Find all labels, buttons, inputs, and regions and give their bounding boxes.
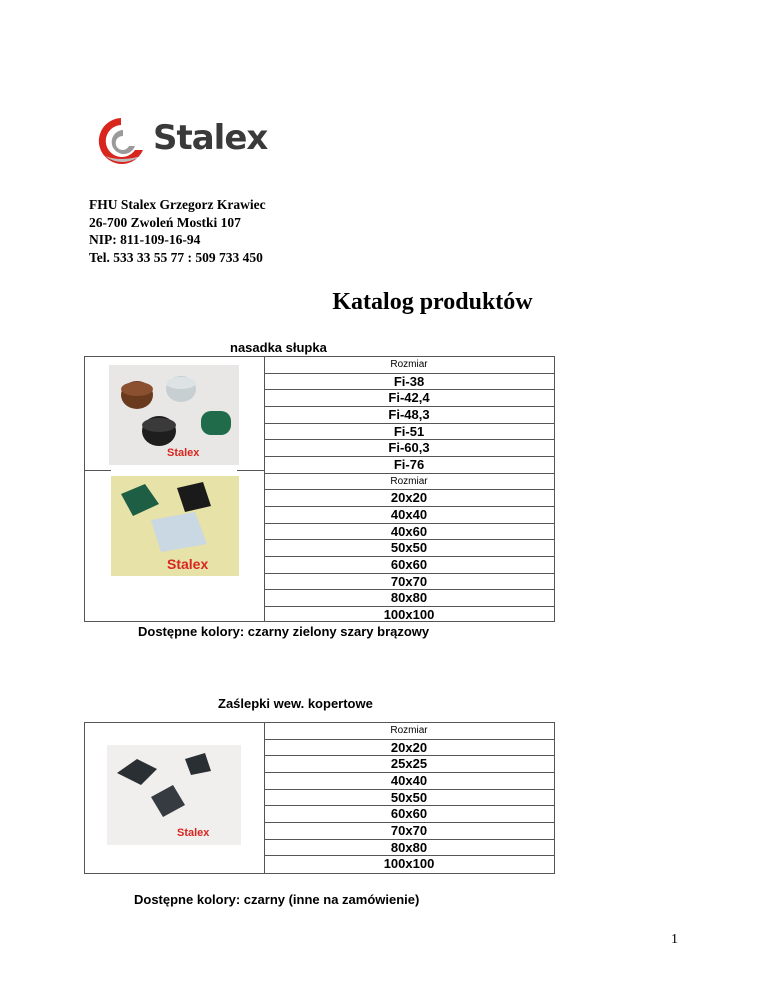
size-row: 100x100 (383, 856, 435, 872)
section-title-post-cap: nasadka słupka (230, 340, 327, 355)
size-row: Fi-76 (264, 457, 554, 474)
size-row: 40x40 (264, 773, 554, 790)
size-row: 70x70 (264, 823, 554, 840)
catalog-title-text: Katalog produktów (332, 289, 533, 315)
size-row: Fi-42,4 (264, 390, 554, 407)
size-row: Fi-51 (264, 424, 554, 441)
photo-watermark: Stalex (167, 447, 200, 459)
company-phone: Tel. 533 33 55 77 : 509 733 450 (89, 249, 263, 265)
size-header: Rozmiar (264, 474, 554, 491)
photo-watermark: Stalex (177, 827, 210, 839)
company-address: 26-700 Zwoleń Mostki 107 (89, 214, 241, 230)
size-row: Fi-48,3 (264, 407, 554, 424)
photo-watermark: Stalex (167, 556, 209, 572)
size-row: 80x80 (264, 590, 554, 607)
size-row: 100x100 (383, 606, 435, 622)
size-row: 60x60 (264, 557, 554, 574)
size-row: 60x60 (264, 806, 554, 823)
inner-caps-colors: Dostępne kolory: czarny (inne na zamówienie) (134, 892, 420, 907)
size-row: 20x20 (264, 740, 554, 757)
size-row: 40x60 (264, 524, 554, 541)
company-nip: NIP: 811-109-16-94 (89, 232, 201, 247)
size-row: 50x50 (264, 790, 554, 807)
post-cap-table (84, 356, 555, 622)
stalex-logo (91, 112, 271, 170)
size-row: 20x20 (264, 490, 554, 507)
inner-caps-image-cell (85, 723, 265, 873)
size-row: 40x40 (264, 507, 554, 524)
post-cap-image-cell (85, 357, 265, 621)
inner-caps-table (84, 722, 555, 874)
size-row: 70x70 (264, 574, 554, 591)
post-cap-photo-square (111, 476, 239, 576)
logo-swirl-icon (91, 112, 151, 170)
size-header: Rozmiar (264, 357, 554, 374)
page-number: 1 (671, 932, 678, 947)
size-row: 25x25 (264, 756, 554, 773)
size-row: Fi-38 (264, 374, 554, 391)
size-row: 80x80 (264, 840, 554, 857)
catalog-title (0, 289, 639, 316)
post-cap-photo-round (109, 365, 239, 465)
post-cap-colors: Dostępne kolory: czarny zielony szary brązowy (138, 624, 430, 639)
size-header: Rozmiar (264, 723, 554, 740)
size-row: Fi-60,3 (264, 440, 554, 457)
post-cap-size-column (264, 357, 554, 624)
inner-caps-photo (107, 745, 241, 845)
company-info (89, 196, 266, 266)
logo-wordmark: Stalex (153, 118, 268, 158)
inner-caps-size-column (264, 723, 554, 873)
size-row: 50x50 (264, 540, 554, 557)
section-title-inner-caps: Zaślepki wew. kopertowe (218, 696, 373, 711)
company-name: FHU Stalex Grzegorz Krawiec (89, 197, 266, 212)
